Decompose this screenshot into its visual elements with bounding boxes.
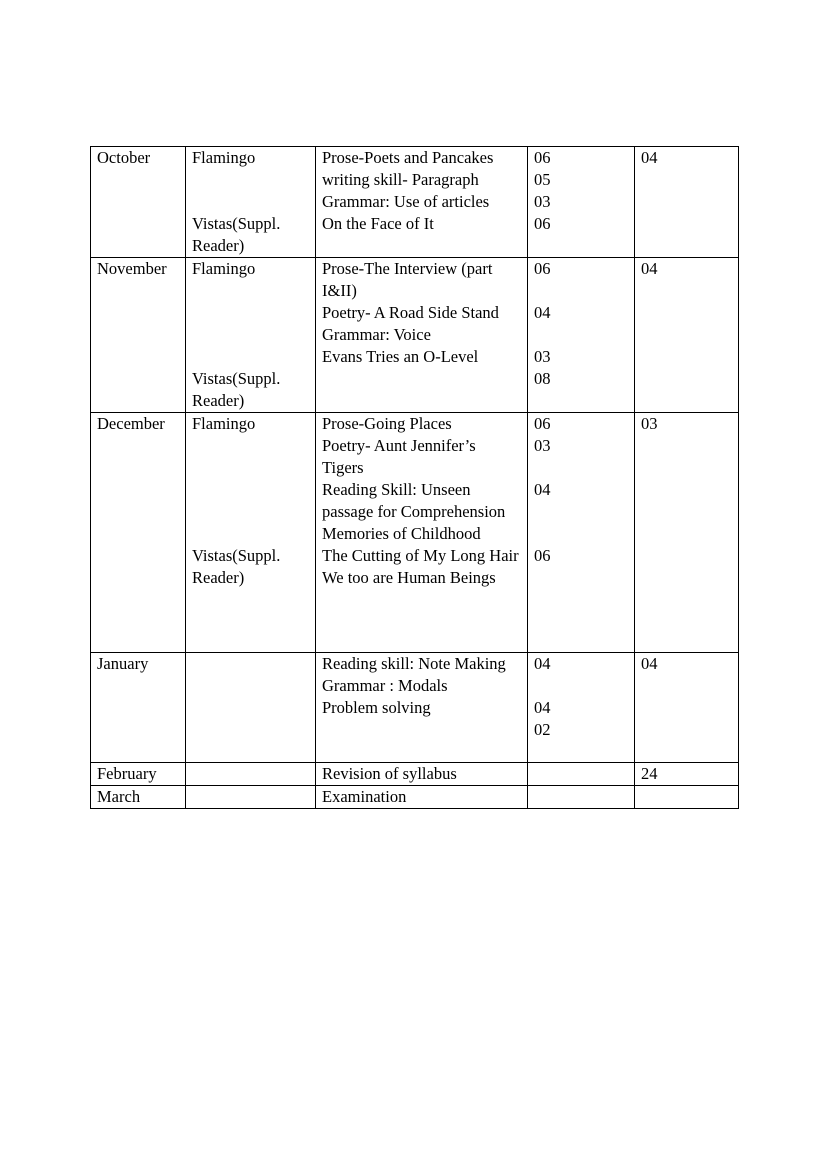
period-count: 06 xyxy=(534,259,551,278)
topic: Reading Skill: Unseen passage for Comprehension xyxy=(322,480,506,521)
table-row-december xyxy=(91,413,739,653)
topic: Examination xyxy=(322,787,407,806)
topic: Grammar : Modals xyxy=(322,676,448,695)
month-cell: January xyxy=(91,653,186,763)
period-count: 03 xyxy=(534,436,551,455)
book-name: Vistas(Suppl. Reader) xyxy=(192,546,281,587)
topic: Problem solving xyxy=(322,698,431,717)
book-name: Vistas(Suppl. Reader) xyxy=(192,214,281,255)
period-count: 04 xyxy=(534,654,551,673)
table-row-october xyxy=(91,147,739,258)
topic: Revision of syllabus xyxy=(322,764,457,783)
topic: Prose-The Interview (part I&II) xyxy=(322,259,493,300)
table-row-february xyxy=(91,763,739,786)
topic-cell xyxy=(316,653,528,763)
book-cell xyxy=(186,763,316,786)
topic: writing skill- Paragraph xyxy=(322,170,479,189)
topic: Poetry- A Road Side Stand xyxy=(322,303,499,322)
topic-cell xyxy=(316,413,528,653)
topic-cell xyxy=(316,786,528,809)
period-count: 08 xyxy=(534,369,551,388)
period-count: 04 xyxy=(534,698,551,717)
book-name: Flamingo xyxy=(192,414,256,433)
table-row-november xyxy=(91,258,739,413)
topic: Evans Tries an O-Level xyxy=(322,347,479,366)
total-cell xyxy=(635,786,739,809)
topic: Memories of Childhood xyxy=(322,524,481,543)
book-name: Vistas(Suppl. Reader) xyxy=(192,369,281,410)
book-name: Flamingo xyxy=(192,259,256,278)
topic: The Cutting of My Long Hair xyxy=(322,546,519,565)
period-count: 06 xyxy=(534,148,551,167)
book-name: Flamingo xyxy=(192,148,256,167)
topic-cell xyxy=(316,763,528,786)
book-cell xyxy=(186,653,316,763)
period-count: 03 xyxy=(534,192,551,211)
period-count: 06 xyxy=(534,214,551,233)
topic: Poetry- Aunt Jennifer’s Tigers xyxy=(322,436,476,477)
total-cell: 04 xyxy=(635,258,739,413)
periods-cell xyxy=(528,653,635,763)
syllabus-table xyxy=(90,146,739,809)
period-count: 04 xyxy=(534,303,551,322)
table-row-march xyxy=(91,786,739,809)
total-cell: 04 xyxy=(635,147,739,258)
book-cell xyxy=(186,258,316,413)
topic: Grammar: Use of articles xyxy=(322,192,490,211)
period-count: 04 xyxy=(534,480,551,499)
period-count: 05 xyxy=(534,170,551,189)
period-count: 03 xyxy=(534,347,551,366)
topic-cell xyxy=(316,147,528,258)
month-cell: November xyxy=(91,258,186,413)
month-cell: October xyxy=(91,147,186,258)
month-cell: December xyxy=(91,413,186,653)
topic: On the Face of It xyxy=(322,214,434,233)
month-cell: March xyxy=(91,786,186,809)
period-count: 06 xyxy=(534,546,551,565)
book-cell xyxy=(186,413,316,653)
topic: Reading skill: Note Making xyxy=(322,654,506,673)
periods-cell xyxy=(528,413,635,653)
total-cell: 04 xyxy=(635,653,739,763)
total-cell: 03 xyxy=(635,413,739,653)
periods-cell xyxy=(528,786,635,809)
book-cell xyxy=(186,786,316,809)
topic-cell xyxy=(316,258,528,413)
periods-cell xyxy=(528,147,635,258)
topic: Prose-Poets and Pancakes xyxy=(322,148,494,167)
month-cell: February xyxy=(91,763,186,786)
periods-cell xyxy=(528,258,635,413)
period-count: 06 xyxy=(534,414,551,433)
total-cell: 24 xyxy=(635,763,739,786)
periods-cell xyxy=(528,763,635,786)
period-count: 02 xyxy=(534,720,551,739)
table-row-january xyxy=(91,653,739,763)
topic: Grammar: Voice xyxy=(322,325,431,344)
book-cell xyxy=(186,147,316,258)
topic: Prose-Going Places xyxy=(322,414,452,433)
topic: We too are Human Beings xyxy=(322,568,496,587)
